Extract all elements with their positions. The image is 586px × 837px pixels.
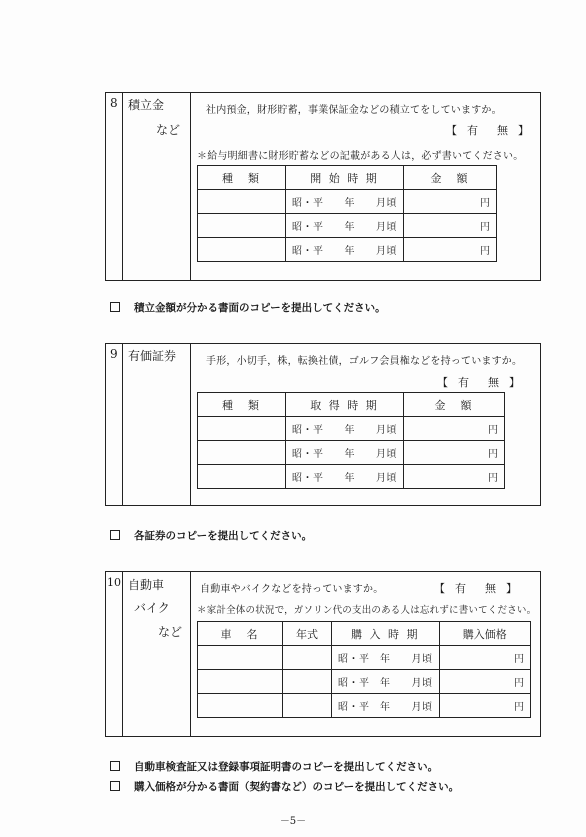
table-row bbox=[198, 238, 497, 262]
section-9-question: 手形，小切手，株，転換社債，ゴルフ会員権などを持っていますか。 bbox=[206, 356, 523, 367]
purchase-date-cell[interactable]: 昭・平 年 月頃 bbox=[332, 646, 440, 670]
purchase-date-cell[interactable]: 昭・平 年 月頃 bbox=[332, 694, 440, 718]
table-row bbox=[198, 441, 505, 465]
section-9-label-divider bbox=[190, 343, 191, 506]
section-10-num-divider bbox=[122, 571, 123, 737]
section-10-number: 10 bbox=[107, 576, 121, 589]
header-acquired-date: 取 得 時 期 bbox=[286, 393, 404, 417]
header-purchase-price: 購入価格 bbox=[439, 622, 531, 646]
section-8-table bbox=[197, 165, 497, 262]
table-row bbox=[198, 646, 531, 670]
section-9-note-text: 各証券のコピーを提出してください。 bbox=[134, 530, 313, 542]
checkbox-icon[interactable] bbox=[110, 761, 120, 771]
table-row bbox=[198, 190, 497, 214]
amount-cell[interactable]: 円 bbox=[404, 190, 497, 214]
type-cell[interactable] bbox=[198, 190, 286, 214]
section-8-number: 8 bbox=[110, 96, 118, 110]
purchase-price-cell[interactable]: 円 bbox=[439, 694, 531, 718]
purchase-price-cell[interactable]: 円 bbox=[439, 670, 531, 694]
section-8-yes-no[interactable]: 【 有 無 】 bbox=[446, 124, 530, 137]
acquired-date-cell[interactable]: 昭・平 年 月頃 bbox=[286, 465, 404, 489]
section-8-title-sub: など bbox=[156, 123, 181, 137]
section-9-table bbox=[197, 392, 505, 489]
checkbox-icon[interactable] bbox=[110, 302, 120, 312]
section-10-question: 自動車やバイクなどを持っていますか。 bbox=[200, 584, 384, 595]
table-header-row bbox=[198, 622, 531, 646]
section-8-title: 積立金 bbox=[128, 98, 165, 112]
model-year-cell[interactable] bbox=[283, 646, 332, 670]
section-8-asterisk-note: ＊給与明細書に財形貯蓄などの記載がある人は，必ず書いてください。 bbox=[197, 151, 524, 162]
section-10-asterisk-note: ＊家計全体の状況で，ガソリン代の支出のある人は忘れずに書いてください。 bbox=[197, 605, 537, 616]
acquired-date-cell[interactable]: 昭・平 年 月頃 bbox=[286, 441, 404, 465]
start-date-cell[interactable]: 昭・平 年 月頃 bbox=[286, 190, 404, 214]
section-10-title: 自動車 bbox=[128, 578, 165, 592]
purchase-price-cell[interactable]: 円 bbox=[439, 646, 531, 670]
amount-cell[interactable]: 円 bbox=[404, 465, 505, 489]
section-9-title: 有価証券 bbox=[128, 349, 177, 363]
header-type: 種 類 bbox=[198, 166, 286, 190]
vehicle-name-cell[interactable] bbox=[198, 670, 283, 694]
amount-cell[interactable]: 円 bbox=[404, 238, 497, 262]
section-8-note-text: 積立金額が分かる書面のコピーを提出してください。 bbox=[134, 302, 386, 314]
purchase-date-cell[interactable]: 昭・平 年 月頃 bbox=[332, 670, 440, 694]
table-row bbox=[198, 214, 497, 238]
page-number: －5－ bbox=[279, 816, 307, 827]
table-row bbox=[198, 417, 505, 441]
checkbox-icon[interactable] bbox=[110, 781, 120, 791]
section-9-num-divider bbox=[122, 343, 123, 506]
header-start-date: 開 始 時 期 bbox=[286, 166, 404, 190]
amount-cell[interactable]: 円 bbox=[404, 214, 497, 238]
model-year-cell[interactable] bbox=[283, 670, 332, 694]
checkbox-icon[interactable] bbox=[110, 530, 120, 540]
section-8-label-divider bbox=[190, 92, 191, 281]
type-cell[interactable] bbox=[198, 417, 286, 441]
section-9-submit-note bbox=[110, 528, 312, 543]
model-year-cell[interactable] bbox=[283, 694, 332, 718]
acquired-date-cell[interactable]: 昭・平 年 月頃 bbox=[286, 417, 404, 441]
type-cell[interactable] bbox=[198, 214, 286, 238]
section-10-submit-note-1 bbox=[110, 759, 438, 774]
section-9-yes-no[interactable]: 【 有 無 】 bbox=[437, 376, 521, 389]
section-8-num-divider bbox=[122, 92, 123, 281]
section-8-submit-note bbox=[110, 300, 386, 315]
type-cell[interactable] bbox=[198, 465, 286, 489]
section-8-question: 社内預金，財形貯蓄，事業保証金などの積立てをしていますか。 bbox=[206, 105, 502, 116]
header-model-year: 年式 bbox=[283, 622, 332, 646]
section-10-note-1-text: 自動車検査証又は登録事項証明書のコピーを提出してください。 bbox=[134, 761, 439, 773]
section-9-number: 9 bbox=[110, 347, 118, 361]
start-date-cell[interactable]: 昭・平 年 月頃 bbox=[286, 214, 404, 238]
section-10-title-sub2: など bbox=[158, 625, 183, 639]
header-amount: 金 額 bbox=[404, 166, 497, 190]
table-header-row bbox=[198, 166, 497, 190]
type-cell[interactable] bbox=[198, 441, 286, 465]
section-10-submit-note-2 bbox=[110, 779, 459, 794]
section-10-label-divider bbox=[190, 571, 191, 737]
vehicle-name-cell[interactable] bbox=[198, 646, 283, 670]
vehicle-name-cell[interactable] bbox=[198, 694, 283, 718]
type-cell[interactable] bbox=[198, 238, 286, 262]
table-row bbox=[198, 670, 531, 694]
table-header-row bbox=[198, 393, 505, 417]
header-purchase-date: 購 入 時 期 bbox=[332, 622, 440, 646]
header-vehicle-name: 車 名 bbox=[198, 622, 283, 646]
header-amount: 金 額 bbox=[404, 393, 505, 417]
start-date-cell[interactable]: 昭・平 年 月頃 bbox=[286, 238, 404, 262]
header-type: 種 類 bbox=[198, 393, 286, 417]
section-10-title-sub: バイク bbox=[134, 601, 170, 615]
table-row bbox=[198, 465, 505, 489]
table-row bbox=[198, 694, 531, 718]
amount-cell[interactable]: 円 bbox=[404, 441, 505, 465]
section-10-note-2-text: 購入価格が分かる書面（契約書など）のコピーを提出してください。 bbox=[134, 781, 460, 793]
amount-cell[interactable]: 円 bbox=[404, 417, 505, 441]
section-10-table bbox=[197, 621, 531, 718]
section-10-yes-no[interactable]: 【 有 無 】 bbox=[434, 582, 518, 595]
